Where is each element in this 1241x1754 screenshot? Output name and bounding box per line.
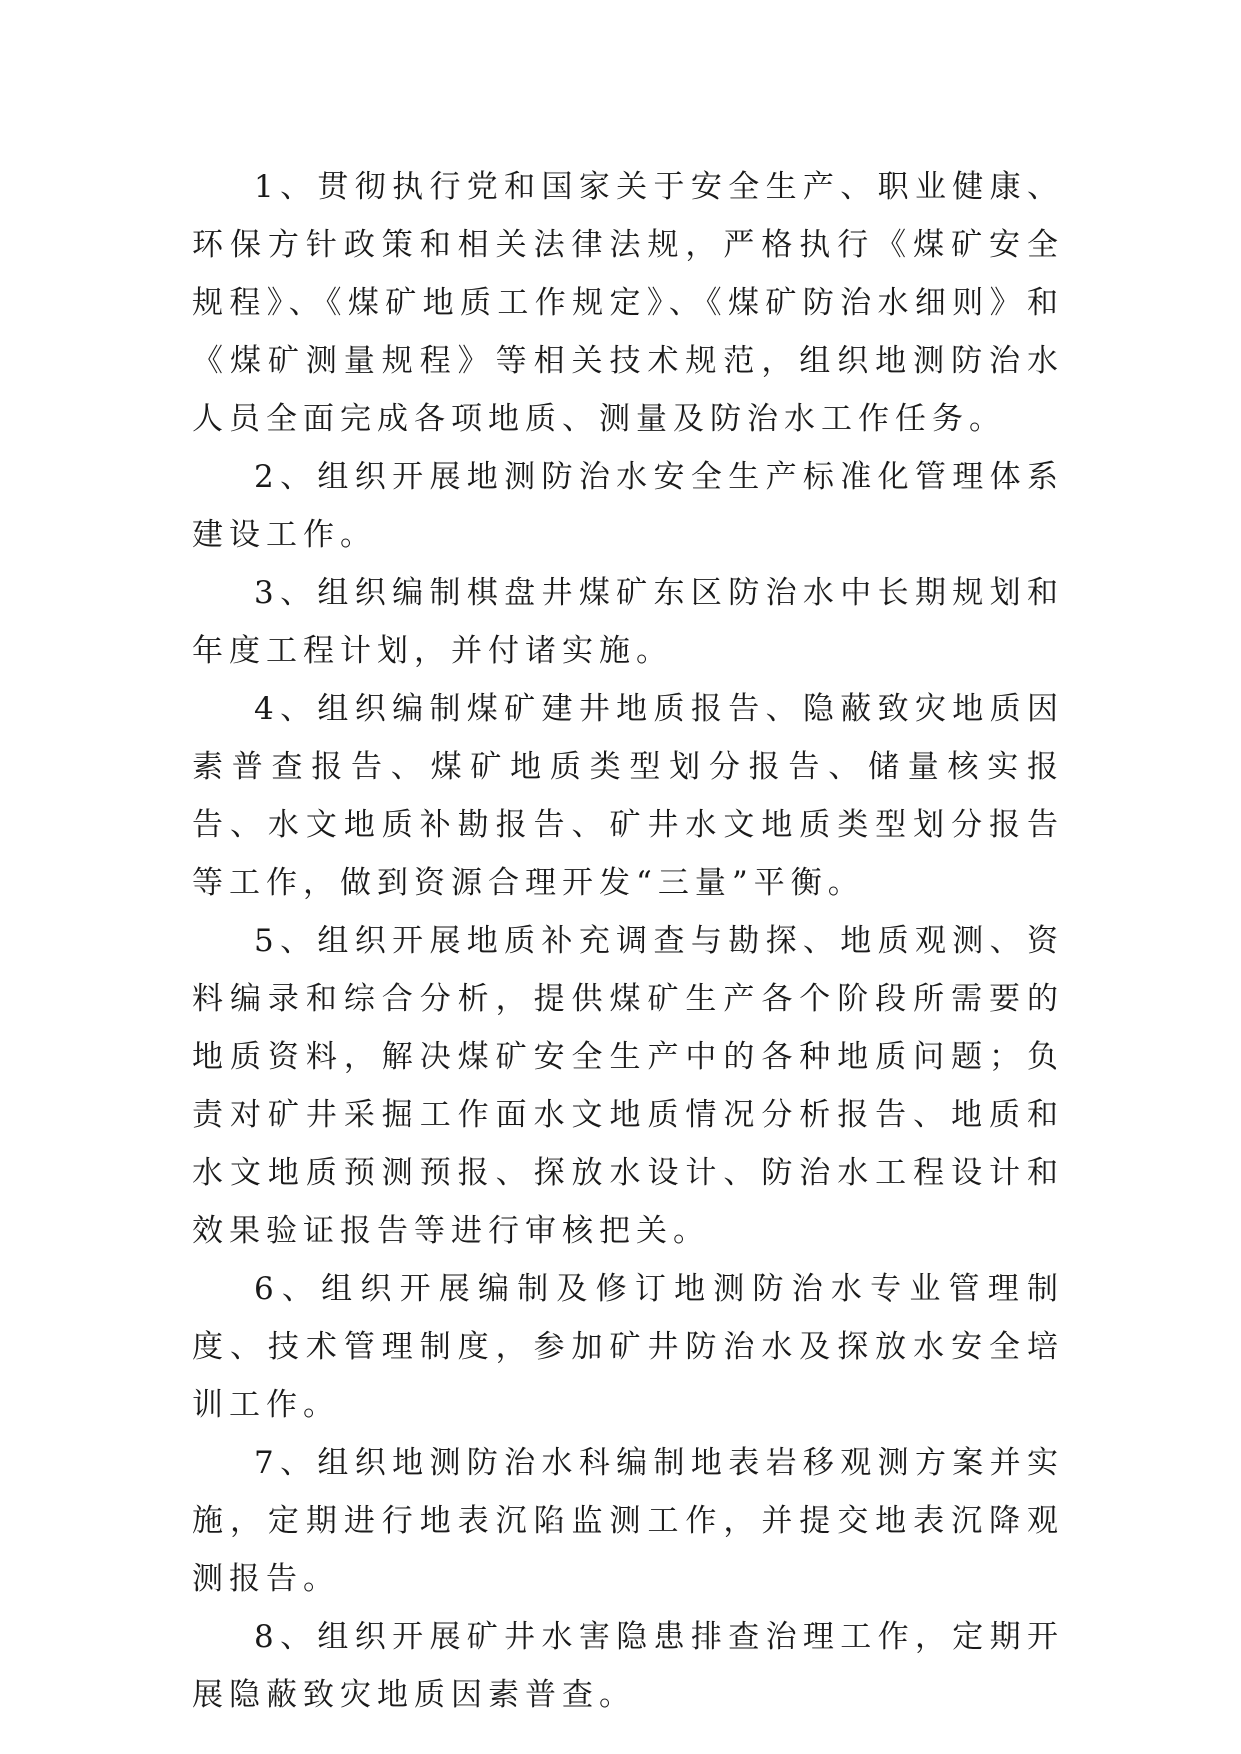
document-body bbox=[192, 158, 1064, 1724]
paragraph-2: 2、组织开展地测防治水安全生产标准化管理体系建设工作。 bbox=[192, 459, 1064, 553]
paragraph-7: 7、组织地测防治水科编制地表岩移观测方案并实施，定期进行地表沉陷监测工作，并提交地表沉降观测报告。 bbox=[192, 1445, 1064, 1597]
paragraph-5: 5、组织开展地质补充调查与勘探、地质观测、资料编录和综合分析，提供煤矿生产各个阶段所需要的地质资料，解决煤矿安全生产中的各种地质问题；负责对矿井采掘工作面水文地质情况分析报告、地质和水文地质预测预报、探放水设计、防治水工程设计和效果验证报告等进行审核把关。 bbox=[192, 923, 1064, 1249]
paragraph-6: 6、组织开展编制及修订地测防治水专业管理制度、技术管理制度，参加矿井防治水及探放水安全培训工作。 bbox=[192, 1271, 1064, 1423]
paragraph-3: 3、组织编制棋盘井煤矿东区防治水中长期规划和年度工程计划，并付诸实施。 bbox=[192, 575, 1064, 669]
paragraph-4: 4、组织编制煤矿建井地质报告、隐蔽致灾地质因素普查报告、煤矿地质类型划分报告、储量核实报告、水文地质补勘报告、矿井水文地质类型划分报告等工作，做到资源合理开发“三量”平衡。 bbox=[192, 691, 1064, 901]
paragraph-1: 1、贯彻执行党和国家关于安全生产、职业健康、环保方针政策和相关法律法规，严格执行《煤矿安全规程》、《煤矿地质工作规定》、《煤矿防治水细则》和《煤矿测量规程》等相关技术规范，组织地测防治水人员全面完成各项地质、测量及防治水工作任务。 bbox=[192, 169, 1064, 437]
paragraph-8: 8、组织开展矿井水害隐患排查治理工作，定期开展隐蔽致灾地质因素普查。 bbox=[192, 1619, 1064, 1713]
